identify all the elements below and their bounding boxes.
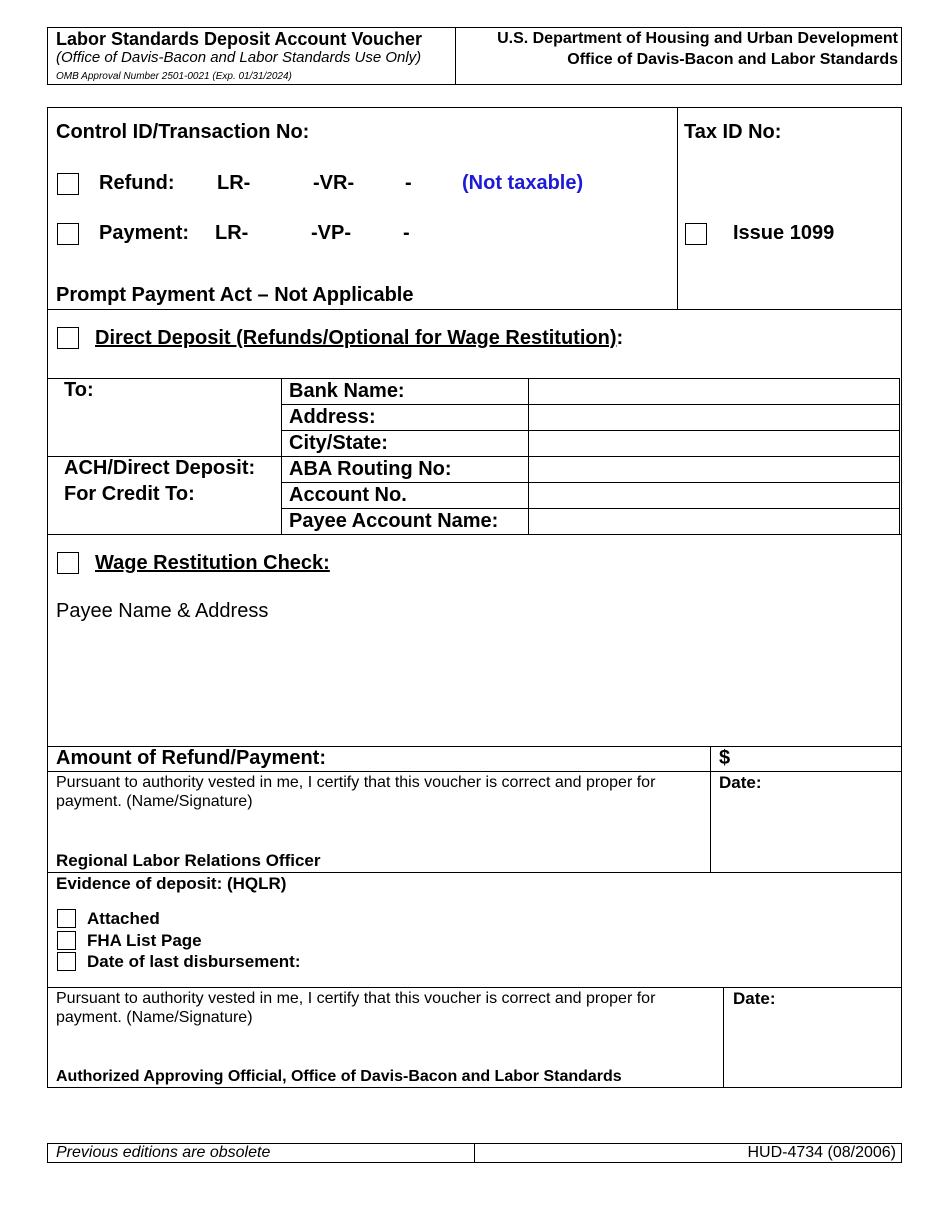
certification-text-2: Pursuant to authority vested in me, I certify that this voucher is correct and proper for payment. (Name/Signature) — [56, 990, 656, 1026]
refund-lr-prefix: LR- — [217, 172, 251, 194]
form-title: Labor Standards Deposit Account Voucher — [56, 29, 423, 49]
agency-line-1: U.S. Department of Housing and Urban Development — [497, 30, 898, 47]
refund-dash: - — [405, 172, 412, 194]
agency-line-2: Office of Davis-Bacon and Labor Standards — [567, 51, 898, 68]
payment-label: Payment: — [99, 222, 190, 244]
to-label: To: — [64, 379, 94, 401]
payment-vp-code: -VP- — [311, 222, 351, 244]
account-number-input[interactable] — [533, 484, 899, 508]
footer-divider — [474, 1143, 475, 1163]
evidence-title: Evidence of deposit: (HQLR) — [56, 874, 287, 893]
fha-list-page-label: FHA List Page — [87, 931, 202, 950]
payee-account-name-input[interactable] — [533, 510, 899, 534]
attached-label: Attached — [87, 909, 160, 928]
prompt-payment-note: Prompt Payment Act – Not Applicable — [56, 284, 414, 306]
bank-row-1-line — [281, 404, 900, 405]
amount-bottom-line — [47, 771, 902, 772]
control-id-input[interactable] — [340, 121, 669, 149]
direct-deposit-title: Direct Deposit (Refunds/Optional for Wage Restitution): — [95, 327, 624, 349]
bank-table-bottom — [47, 534, 902, 535]
regional-officer-label: Regional Labor Relations Officer — [56, 851, 321, 870]
tax-id-label: Tax ID No: — [684, 121, 782, 143]
amount-divider — [710, 746, 711, 872]
control-id-label: Control ID/Transaction No: — [56, 121, 310, 143]
direct-deposit-checkbox[interactable] — [57, 327, 79, 349]
credit-to-label: For Credit To: — [64, 483, 195, 505]
bank-city-state-label: City/State: — [289, 432, 388, 454]
bank-address-input[interactable] — [533, 406, 899, 430]
payee-name-address-label: Payee Name & Address — [56, 600, 269, 622]
approving-official-label: Authorized Approving Official, Office of Davis-Bacon and Labor Standards — [56, 1068, 622, 1085]
attached-checkbox[interactable] — [57, 909, 76, 928]
aba-routing-label: ABA Routing No: — [289, 458, 452, 480]
bank-row-4-line — [281, 482, 900, 483]
cert2-divider — [723, 987, 724, 1088]
bank-name-label: Bank Name: — [289, 380, 405, 402]
amount-input[interactable] — [738, 748, 897, 771]
footer-obsolete-note: Previous editions are obsolete — [56, 1144, 271, 1161]
bank-name-input[interactable] — [533, 380, 899, 404]
cert1-bottom-line — [47, 872, 902, 873]
header-divider — [455, 27, 456, 85]
fha-list-page-checkbox[interactable] — [57, 931, 76, 950]
issue-1099-label: Issue 1099 — [733, 222, 835, 244]
cert2-top-line — [47, 987, 902, 988]
certification-text-1: Pursuant to authority vested in me, I certify that this voucher is correct and proper for payment. (Name/Signature) — [56, 774, 656, 810]
wage-restitution-title: Wage Restitution Check: — [95, 552, 330, 574]
payment-dash: - — [403, 222, 410, 244]
account-number-label: Account No. — [289, 484, 407, 506]
payment-checkbox[interactable] — [57, 223, 79, 245]
payment-lr-prefix: LR- — [215, 222, 249, 244]
refund-label: Refund: — [99, 172, 175, 194]
bank-address-label: Address: — [289, 406, 376, 428]
refund-vr-code: -VR- — [313, 172, 355, 194]
omb-approval: OMB Approval Number 2501-0021 (Exp. 01/31/2024) — [56, 71, 292, 82]
issue-1099-checkbox[interactable] — [685, 223, 707, 245]
bank-table-top — [47, 378, 900, 379]
last-disbursement-label: Date of last disbursement: — [87, 952, 301, 971]
last-disbursement-checkbox[interactable] — [57, 952, 76, 971]
form-subtitle: (Office of Davis-Bacon and Labor Standards Use Only) — [56, 49, 422, 66]
refund-checkbox[interactable] — [57, 173, 79, 195]
ach-label: ACH/Direct Deposit: — [64, 457, 256, 479]
bank-row-2-line — [281, 430, 900, 431]
control-section-bottom — [47, 309, 902, 310]
dollar-sign: $ — [719, 747, 731, 769]
date-label-2: Date: — [733, 989, 776, 1008]
amount-label: Amount of Refund/Payment: — [56, 747, 326, 769]
aba-routing-input[interactable] — [533, 458, 899, 482]
payee-name-address-input[interactable] — [56, 630, 895, 744]
tax-column-divider — [677, 107, 678, 309]
not-taxable-note: (Not taxable) — [462, 172, 584, 194]
bank-row-5-line — [281, 508, 900, 509]
footer-form-number: HUD-4734 (08/2006) — [747, 1144, 896, 1161]
date-label-1: Date: — [719, 773, 762, 792]
tax-id-input[interactable] — [800, 121, 899, 149]
wage-restitution-checkbox[interactable] — [57, 552, 79, 574]
bank-city-state-input[interactable] — [533, 432, 899, 456]
payee-account-name-label: Payee Account Name: — [289, 510, 499, 532]
